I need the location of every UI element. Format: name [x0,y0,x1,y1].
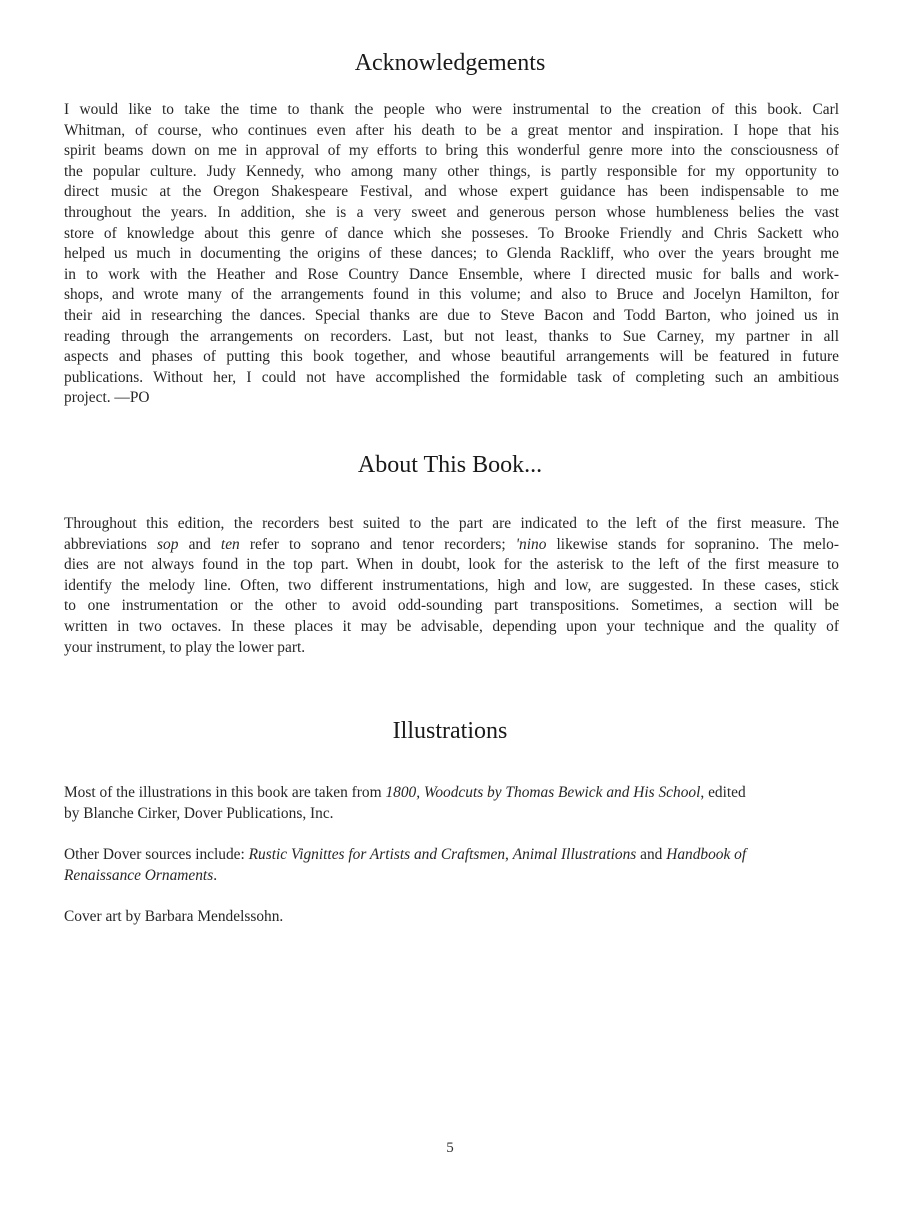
book-title: Renaissance Ornaments [64,866,214,884]
text-line: aspects and phases of putting this book together, and whose beautiful arrangements will be featured in future [64,348,839,366]
illustrations-paragraph-1 [64,783,839,824]
text-line: in to work with the Heather and Rose Country Dance Ensemble, where I directed music for balls and work- [64,265,839,283]
text-line: helped us much in documenting the origins of these dances; to Glenda Rackliff, who over the years brought me [64,245,839,263]
ten-abbrev: ten [220,535,240,553]
page-number: 5 [446,1140,454,1156]
book-title: 1800, Woodcuts by Thomas Bewick and His School [385,784,701,801]
about-heading: About This Book... [357,452,543,478]
text-line: Throughout this edition, the recorders best suited to the part are indicated to the left of the first measure. The [64,515,839,532]
text-line: Other Dover sources include: Rustic Vignittes for Artists and Craftsmen, Animal Illustrations and Handbook of [64,846,747,863]
text-line: publications. Without her, I could not have accomplished the formidable task of completing such an ambitious [64,368,839,386]
sop-abbrev: sop [157,535,179,553]
text-line: shops, and wrote many of the arrangements found in this volume; and also to Bruce and Jocelyn Hamilton, for [64,286,839,304]
text-line: throughout the years. In addition, she is a very sweet and generous person whose humbleness belies the vast [64,203,839,221]
text-line: Most of the illustrations in this book are taken from 1800, Woodcuts by Thomas Bewick and His School, edited [64,784,746,801]
nino-abbrev: 'nino [515,535,547,553]
illustrations-paragraph-2 [64,845,839,886]
text-line: Whitman, of course, who continues even after his death to be a great mentor and inspiration. I hope that his [64,121,839,139]
text-line: project. —PO [64,389,150,407]
text-line: the popular culture. Judy Kennedy, who among many other things, is partly responsible for my opportunity to [64,162,839,180]
illustrations-heading: Illustrations [392,718,508,744]
acknowledgements-paragraph [64,100,839,409]
text-line: Renaissance Ornaments. [64,866,218,884]
text-line: your instrument, to play the lower part. [64,638,306,656]
acknowledgements-heading: Acknowledgements [354,50,546,76]
text-line: their aid in researching the dances. Special thanks are due to Steve Bacon and Todd Barton, who joined us in [64,306,839,324]
book-title: Rustic Vignittes for Artists and Craftsmen [248,846,506,863]
text-line: Cover art by Barbara Mendelssohn. [64,908,284,925]
book-title: Animal Illustrations [512,846,637,863]
text-line: dies are not always found in the top part. When in doubt, look for the asterisk to the left of the first measure to [64,556,839,574]
text-line: written in two octaves. In these places it may be advisable, depending upon your technique and the quality of [64,617,839,635]
text-line: by Blanche Cirker, Dover Publications, Inc. [64,804,334,822]
text-line: direct music at the Oregon Shakespeare Festival, and whose expert guidance has been indispensable to me [64,183,839,201]
text-line: to one instrumentation or the other to avoid odd-sounding part transpositions. Sometimes, a section will be [64,597,839,615]
text-line: abbreviations sop and ten refer to soprano and tenor recorders; 'nino likewise stands for sopranino. The melo- [64,535,839,553]
text-line: identify the melody line. Often, two different instrumentations, high and low, are suggested. In these cases, stick [64,576,839,594]
text-line: reading through the arrangements on recorders. Last, but not least, thanks to Sue Carney, my partner in all [64,327,839,345]
text-line: store of knowledge about this genre of dance which she posseses. To Brooke Friendly and Chris Sackett who [64,224,839,242]
text-line: spirit beams down on me in approval of my efforts to bring this wonderful genre more into the consciousness of [64,142,839,160]
text-line: I would like to take the time to thank the people who were instrumental to the creation of this book. Carl [64,101,839,118]
book-title: Handbook of [666,846,747,863]
about-paragraph [64,514,839,658]
illustrations-paragraph-3 [64,907,839,928]
